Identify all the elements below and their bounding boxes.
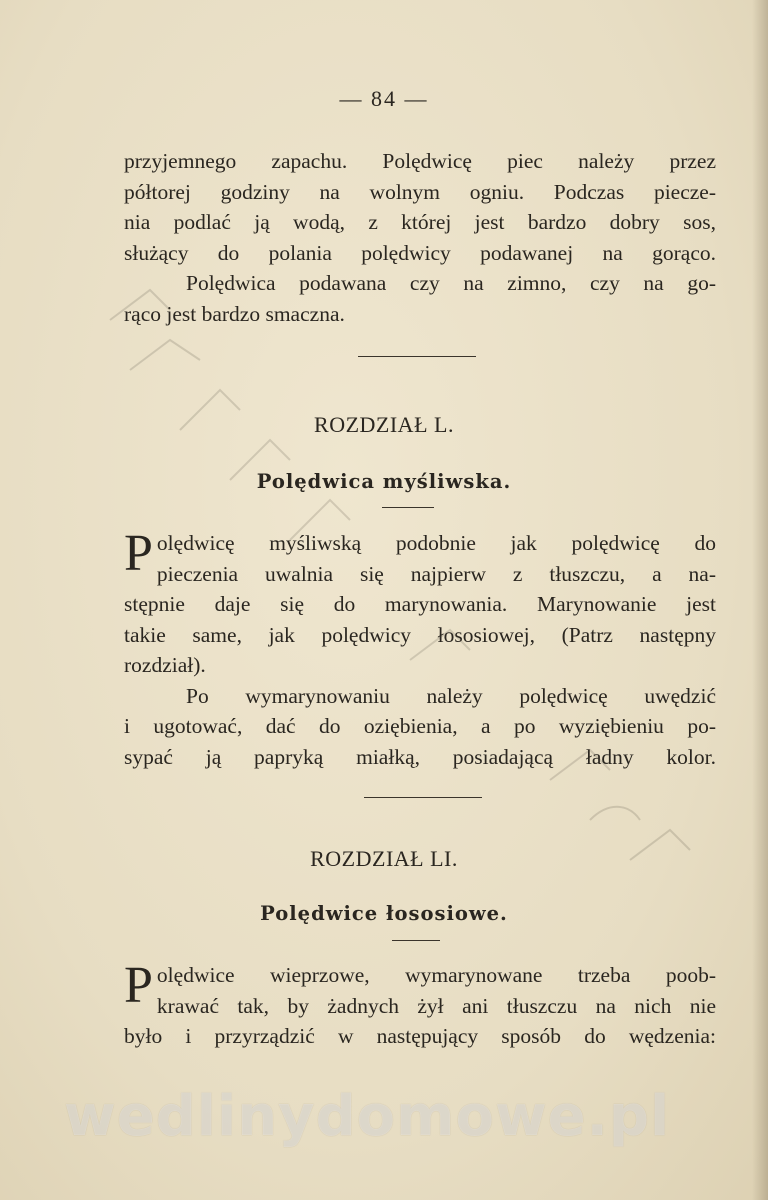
text-line: olędwice wieprzowe, wymarynowane trzeba poob-: [156, 963, 716, 987]
text-line: półtorej godziny na wolnym ogniu. Podczas piecze-: [124, 179, 716, 204]
watermark-text: wedlinydomowe.pl: [64, 1084, 671, 1149]
text-line: olędwicę myśliwską podobnie jak polędwicę do: [156, 531, 716, 555]
drop-cap: P: [124, 525, 153, 582]
page-edge-shadow: [752, 0, 768, 1200]
text-line: służący do polania polędwicy podawanej na gorąco.: [124, 240, 716, 265]
chapter-heading: ROZDZIAŁ LI.: [310, 846, 458, 871]
page-number: — 84 —: [339, 86, 429, 111]
chapter-li-paragraph: [124, 957, 716, 1052]
title-underline: [392, 940, 440, 941]
text-line: pieczenia uwalnia się najpierw z tłuszczu, a na-: [156, 561, 716, 586]
chapter-heading: ROZDZIAŁ L.: [314, 412, 454, 437]
text-line: takie same, jak polędwicy łososiowej, (Patrz następny: [124, 622, 716, 647]
chapter-title: Polędwica myśliwska.: [256, 470, 512, 493]
drop-cap: P: [124, 957, 153, 1014]
text-line: i ugotować, dać do oziębienia, a po wyziębieniu po-: [124, 714, 716, 738]
text-line: nia podlać ją wodą, z której jest bardzo dobry sos,: [124, 210, 716, 234]
text-line: krawać tak, by żadnych żył ani tłuszczu na nich nie: [156, 993, 716, 1018]
text-line: było i przyrządzić w następujący sposób do wędzenia:: [124, 1024, 716, 1048]
text-line: stępnie daje się do marynowania. Marynowanie jest: [124, 592, 716, 616]
text-line: sypać ją papryką miałką, posiadającą ładny kolor.: [124, 744, 716, 769]
text-line: Po wymarynowaniu należy polędwicę uwędzić: [186, 683, 716, 708]
text-line: rąco jest bardzo smaczna.: [124, 301, 345, 326]
text-line: przyjemnego zapachu. Polędwicę piec należy przez: [124, 149, 716, 173]
text-line: Polędwica podawana czy na zimno, czy na go-: [186, 271, 716, 295]
stamp-ghost-marks: [90, 260, 750, 940]
text-line: rozdział).: [124, 653, 206, 677]
chapter-title: Polędwice łososiowe.: [260, 902, 508, 925]
